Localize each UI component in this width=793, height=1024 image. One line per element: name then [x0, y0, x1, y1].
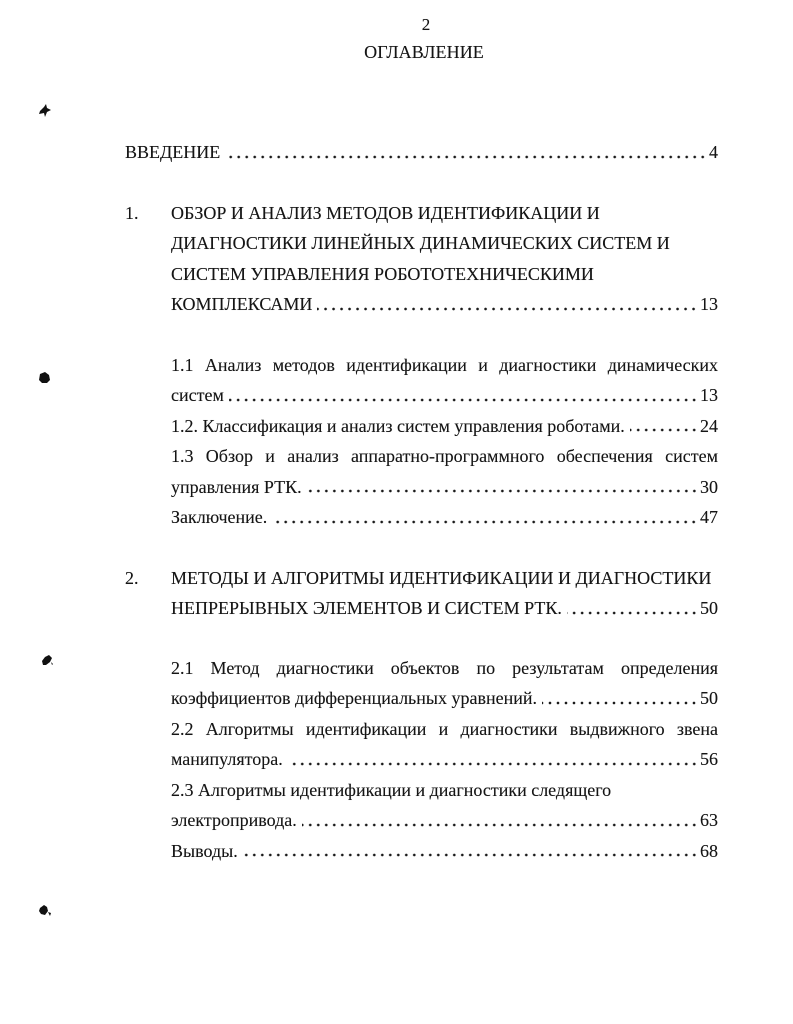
- section-title-line: 1.3 Обзор и анализ аппаратно-программного обеспечения систем: [171, 446, 718, 466]
- chapter-title-line: МЕТОДЫ И АЛГОРИТМЫ ИДЕНТИФИКАЦИИ И ДИАГНОСТИКИ: [171, 567, 712, 588]
- binding-punch-mark: [38, 903, 52, 917]
- dot-leader: [243, 836, 698, 867]
- section-title-line: 2.3 Алгоритмы идентификации и диагностики следящего: [171, 779, 612, 800]
- page-title: ОГЛАВЛЕНИЕ: [364, 42, 484, 62]
- section-title-line: 1.2. Классификация и анализ систем управления роботами.: [171, 415, 625, 436]
- dot-leader: [302, 805, 698, 836]
- toc-page-number: 50: [700, 598, 718, 618]
- dot-leader: [288, 744, 698, 775]
- toc-chapter-2: [125, 563, 718, 867]
- toc-page-number: 47: [700, 507, 718, 527]
- chapter-title-line: ОБЗОР И АНАЛИЗ МЕТОДОВ ИДЕНТИФИКАЦИИ И: [171, 202, 600, 223]
- chapter-title-line: СИСТЕМ УПРАВЛЕНИЯ РОБОТОТЕХНИЧЕСКИМИ: [171, 263, 594, 284]
- binding-punch-mark: [40, 653, 54, 667]
- toc-entry-section: [125, 836, 718, 867]
- toc-page-number: 24: [700, 415, 718, 436]
- chapter-title-line: НЕПРЕРЫВНЫХ ЭЛЕМЕНТОВ И СИСТЕМ РТК.: [171, 598, 562, 618]
- dot-leader: [272, 502, 698, 533]
- toc-entry-introduction: [125, 137, 718, 168]
- toc-entry-section: [125, 805, 718, 836]
- section-title-line: систем: [171, 385, 224, 405]
- dot-leader: [542, 683, 698, 714]
- section-title-line: 2.2 Алгоритмы идентификации и диагностики выдвижного звена: [171, 718, 718, 739]
- section-title-line: 1.1 Анализ методов идентификации и диагностики динамических: [171, 354, 718, 375]
- chapter-title-line: ДИАГНОСТИКИ ЛИНЕЙНЫХ ДИНАМИЧЕСКИХ СИСТЕМ И: [171, 233, 670, 253]
- toc-page-number: 13: [700, 385, 718, 405]
- dot-leader: [225, 137, 707, 168]
- toc-page-number: 56: [700, 749, 718, 769]
- dot-leader: [630, 411, 698, 442]
- toc-entry-section: [125, 683, 718, 714]
- chapter-number: 2.: [125, 567, 139, 588]
- chapter-number: 1.: [125, 202, 139, 223]
- section-title-line: манипулятора.: [171, 749, 283, 769]
- toc-page-number: 4: [709, 142, 718, 162]
- toc-entry-section: [125, 744, 718, 775]
- toc-entry-title: ВВЕДЕНИЕ: [125, 142, 221, 162]
- dot-leader: [229, 380, 698, 411]
- dot-leader: [567, 593, 698, 624]
- toc-page-number: 30: [700, 476, 718, 497]
- section-title-line: электропривода.: [171, 810, 297, 830]
- table-of-contents: [125, 137, 718, 866]
- chapter-2-sections: [125, 653, 718, 867]
- chapter-title-line: КОМПЛЕКСАМИ: [171, 294, 313, 314]
- dot-leader: [307, 472, 698, 503]
- section-title-line: 2.1 Метод диагностики объектов по результатам определения: [171, 657, 718, 678]
- toc-entry-section: [125, 380, 718, 411]
- toc-entry-section: [125, 502, 718, 533]
- section-title-line: управления РТК.: [171, 476, 302, 497]
- toc-entry-section: [125, 411, 718, 442]
- toc-chapter-1: [125, 198, 718, 533]
- section-title-line: Заключение.: [171, 507, 268, 527]
- chapter-1-sections: [125, 350, 718, 533]
- binding-punch-mark: [37, 371, 51, 385]
- toc-page-number: 63: [700, 810, 718, 830]
- section-title-line: коэффициентов дифференциальных уравнений.: [171, 688, 538, 708]
- toc-page-number: 68: [700, 840, 718, 861]
- dot-leader: [317, 289, 698, 320]
- toc-entry-section: [125, 472, 718, 503]
- chapter-title-last-line: [125, 593, 718, 624]
- toc-page-number: 50: [700, 688, 718, 708]
- toc-page-number: 13: [700, 294, 718, 314]
- chapter-title-last-line: [125, 289, 718, 320]
- page-number: 2: [421, 15, 431, 34]
- section-title-line: Выводы.: [171, 840, 238, 861]
- binding-punch-mark: [38, 104, 52, 118]
